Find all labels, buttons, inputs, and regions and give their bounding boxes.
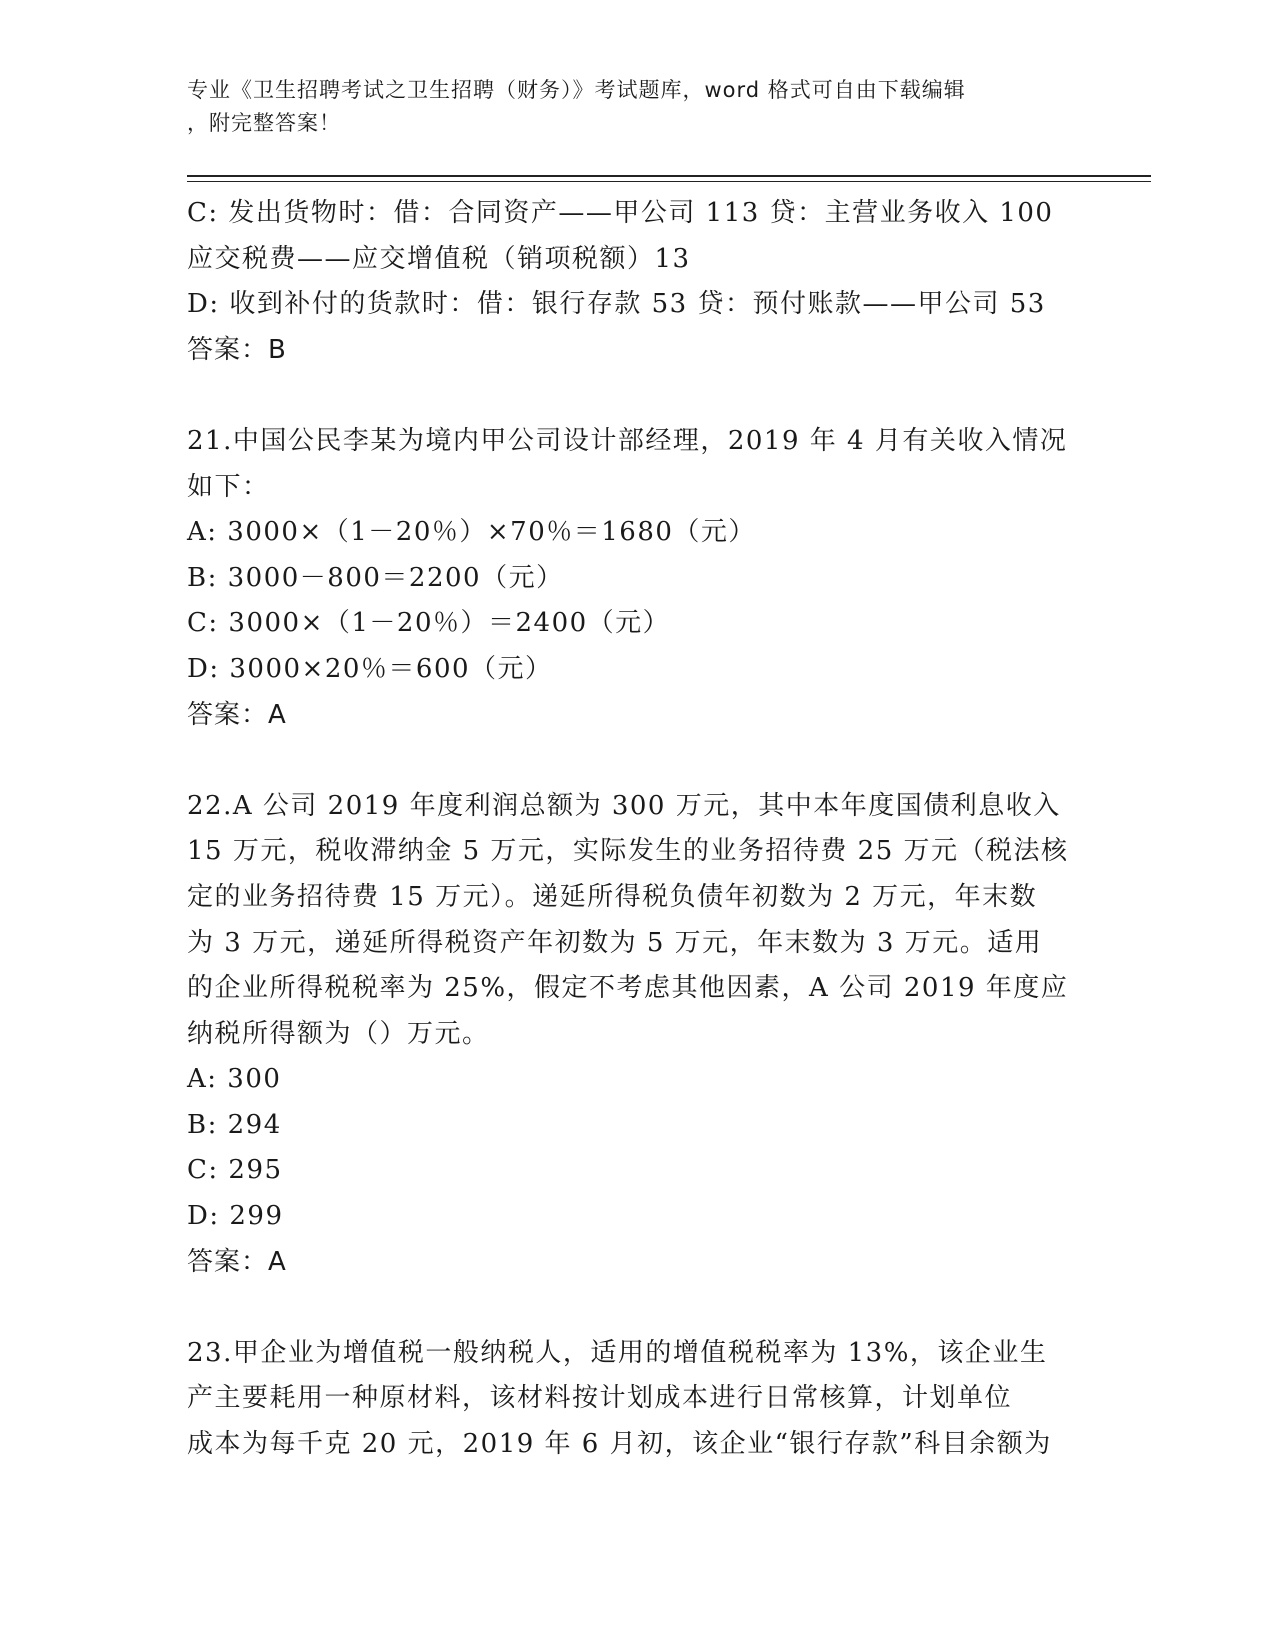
option-d: D: 收到补付的货款时：借：银行存款 53 贷：预付账款——甲公司 53 xyxy=(187,289,1046,320)
question-21 xyxy=(187,419,1087,738)
document-header xyxy=(187,74,1067,140)
question-stem-line: 定的业务招待费 15 万元）。递延所得税负债年初数为 2 万元，年末数 xyxy=(187,881,1038,912)
option-a: A: 3000×（1－20％）×70％＝1680（元） xyxy=(187,517,756,548)
answer: 答案：B xyxy=(187,334,287,365)
option-d: D: 3000×20％＝600（元） xyxy=(187,653,553,684)
previous-question-tail xyxy=(187,191,1087,373)
question-stem-line: 纳税所得额为（）万元。 xyxy=(187,1018,490,1049)
option-a: A: 300 xyxy=(187,1064,282,1095)
question-stem-line: 21.中国公民李某为境内甲公司设计部经理，2019 年 4 月有关收入情况 xyxy=(187,425,1068,456)
option-c: C: 295 xyxy=(187,1155,283,1186)
question-stem-line: 如下： xyxy=(187,471,270,502)
option-b: B: 3000－800＝2200（元） xyxy=(187,562,564,593)
option-c: C: 3000×（1－20％）＝2400（元） xyxy=(187,608,671,639)
question-stem-line: 的企业所得税税率为 25%，假定不考虑其他因素，A 公司 2019 年度应 xyxy=(187,973,1069,1004)
document-body xyxy=(187,191,1087,1468)
spacer xyxy=(187,373,1087,419)
question-stem-line: 为 3 万元，递延所得税资产年初数为 5 万元，年末数为 3 万元。适用 xyxy=(187,927,1043,958)
answer: 答案：A xyxy=(187,699,287,730)
question-23 xyxy=(187,1331,1087,1468)
question-stem-line: 产主要耗用一种原材料，该材料按计划成本进行日常核算，计划单位 xyxy=(187,1383,1013,1414)
option-d: D: 299 xyxy=(187,1201,284,1232)
question-stem-line: 22.A 公司 2019 年度利润总额为 300 万元，其中本年度国债利息收入 xyxy=(187,790,1061,821)
question-stem-line: 23.甲企业为增值税一般纳税人，适用的增值税税率为 13%，该企业生 xyxy=(187,1337,1048,1368)
spacer xyxy=(187,738,1087,784)
question-22 xyxy=(187,784,1087,1286)
answer: 答案：A xyxy=(187,1246,287,1277)
spacer xyxy=(187,1285,1087,1331)
header-line-1: 专业《卫生招聘考试之卫生招聘（财务）》考试题库，word 格式可自由下载编辑 xyxy=(187,78,966,102)
header-line-2: ，附完整答案！ xyxy=(187,111,341,135)
question-stem-line: 15 万元，税收滞纳金 5 万元，实际发生的业务招待费 25 万元（税法核 xyxy=(187,836,1069,867)
option-c-line-2: 应交税费——应交增值税（销项税额）13 xyxy=(187,243,691,274)
question-stem-line: 成本为每千克 20 元，2019 年 6 月初，该企业“银行存款”科目余额为 xyxy=(187,1429,1052,1460)
header-rule-thick xyxy=(187,175,1151,177)
header-rule-thin xyxy=(187,181,1151,182)
option-b: B: 294 xyxy=(187,1109,282,1140)
option-c-line-1: C: 发出货物时：借：合同资产——甲公司 113 贷：主营业务收入 100 xyxy=(187,198,1054,228)
